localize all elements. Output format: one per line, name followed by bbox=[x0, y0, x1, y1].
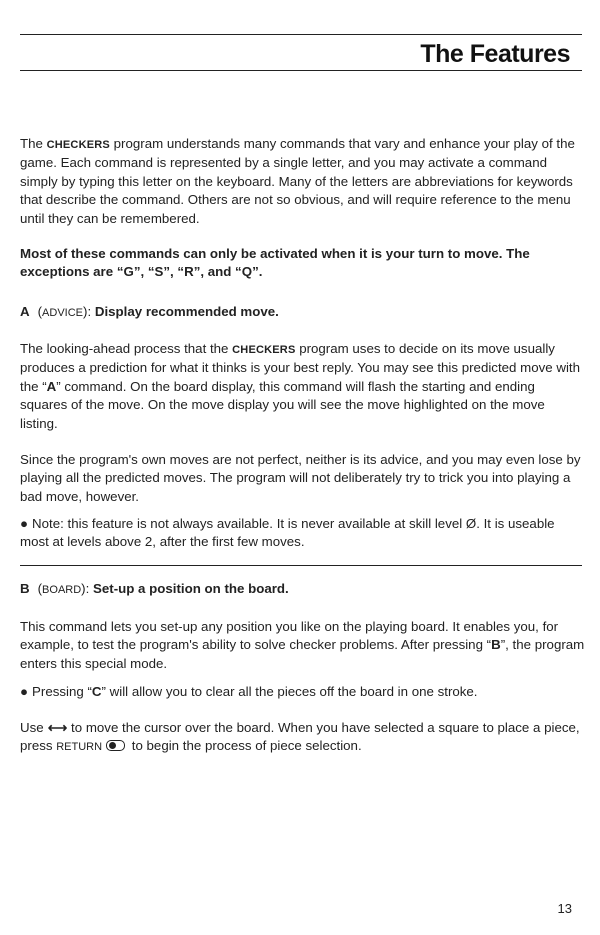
return-key-label: RETURN bbox=[56, 741, 103, 754]
header-top-rule bbox=[20, 34, 582, 35]
header-bottom-rule bbox=[20, 70, 582, 71]
section-b-heading: B (BOARD): Set-up a position on the board. bbox=[20, 581, 289, 596]
section-a-paragraph-1: The looking-ahead process that the CHECKERS program uses to decide on its move usually produces a prediction for what it thinks is your best reply. You may see this predicted move with the “A” command. On the board display, this command will flash the starting and ending squares of the move. On the move display you will see the move highlighted on the move listing. bbox=[20, 341, 580, 431]
left-right-arrow-icon: ⟷ bbox=[47, 720, 67, 735]
page-title: The Features bbox=[420, 40, 570, 68]
section-b-title: Set-up a position on the board. bbox=[93, 581, 289, 596]
bullet-icon: ● bbox=[20, 684, 29, 699]
section-divider bbox=[20, 565, 582, 566]
section-b-keyword: BOARD bbox=[42, 584, 82, 596]
program-name: CHECKERS bbox=[46, 139, 110, 151]
bullet-icon: ● bbox=[20, 516, 29, 531]
section-a-keyword: ADVICE bbox=[42, 307, 84, 319]
section-b-paragraph-3: Use ⟷ to move the cursor over the board. When you have selected a square to place a piece, press RETURN to begin the process of piece selection. bbox=[20, 720, 580, 754]
notice-paragraph: Most of these commands can only be activated when it is your turn to move. The exceptions are “G”, “S”, “R”, and “Q”. bbox=[20, 246, 530, 280]
section-a-note: ● Note: this feature is not always available. It is never available at skill level Ø. It is useable most at levels above 2, after the first few moves. bbox=[20, 516, 555, 550]
return-key-icon bbox=[106, 740, 125, 751]
intro-paragraph: The CHECKERS program understands many commands that vary and enhance your play of the game. Each command is represented by a single letter, and you may activate a command simply by typing this letter on the keyboard. Many of the letters are abbreviations for keywords that describe the command. Others are not so obvious, and will require reference to the menu until they can be remembered. bbox=[20, 136, 575, 226]
section-a-paragraph-2: Since the program's own moves are not perfect, neither is its advice, and you may even lose by playing all the predicted moves. The program will not deliberately try to trick you into playing a bad move, however. bbox=[20, 452, 581, 504]
section-b-letter: B bbox=[20, 581, 30, 596]
section-b-bullet: ● Pressing “C” will allow you to clear all the pieces off the board in one stroke. bbox=[20, 684, 478, 699]
section-a-title: Display recommended move. bbox=[94, 304, 279, 319]
section-b-paragraph-1: This command lets you set-up any position you like on the playing board. It enables you, for example, to test the program's ability to solve checker problems. After pressing “B”, the program enters this special mode. bbox=[20, 619, 585, 671]
section-a-heading: A (ADVICE): Display recommended move. bbox=[20, 304, 279, 319]
section-a-letter: A bbox=[20, 304, 30, 319]
page-number: 13 bbox=[557, 901, 572, 916]
